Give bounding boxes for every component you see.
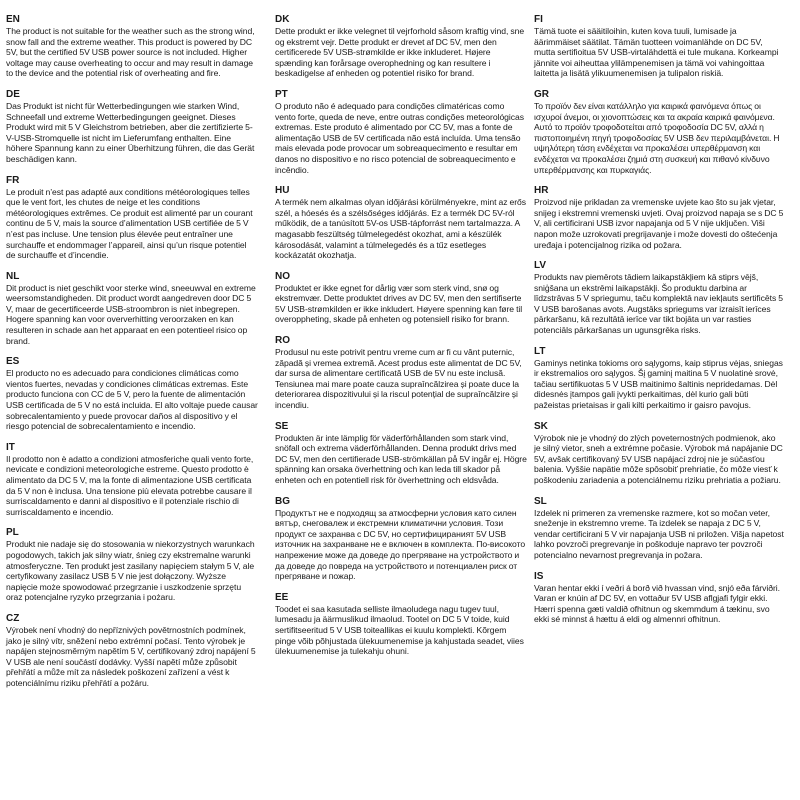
section-no <box>275 271 527 325</box>
language-code: SE <box>275 420 289 432</box>
warning-text: The product is not suitable for the weather such as the strong wind, snow fall and the extreme weather. This product is powered by DC 5V, but the certified 5V USB power source is not included. Higher voltage may cause overheating to occur and may result in damage to the device and the potential risk of overheating and fire. <box>6 26 255 79</box>
language-code: FI <box>534 14 543 25</box>
section-ro <box>275 335 527 411</box>
warning-text: El producto no es adecuado para condiciones climáticas como vientos fuertes, nevadas y condiciones climáticas extremas. Este producto funciona con CC de 5 V, pero la fuente de alimentación USB certificada de 5 V no está incluida. El alto voltaje puede causar sobrecalentamiento y puede provocar daños al dispositivo y el riesgo potencial de sobrecalentamiento e incendio. <box>6 368 258 432</box>
section-hr <box>534 185 784 250</box>
section-lv <box>534 260 784 336</box>
section-nl <box>6 271 258 347</box>
warning-text: Das Produkt ist nicht für Wetterbedingungen wie starken Wind, Schneefall und extreme Wetterbedingungen geeignet. Dieses Produkt wird mit 5 V Gleichstrom betrieben, aber die zertifizierte 5-V-USB-Stromquelle ist nicht im Lieferumfang enthalten. Eine höhere Spannung kann zu einer Überhitzung führen, die das Gerät beschädigen kann. <box>6 100 255 164</box>
language-code: SK <box>534 420 548 432</box>
warning-text: Dette produkt er ikke velegnet til vejrforhold såsom kraftig vind, sne og ekstremt vejr. Dette produkt er drevet af DC 5V, men den certificerede 5V USB-strømkilde er ikke inkluderet. Højere spænding kan forårsage overophedning og kan resultere i beskadigelse af enheden og potentiel risiko for brand. <box>275 26 525 79</box>
warning-text: Výrobek není vhodný do nepříznivých povětrnostních podmínek, jako je silný vítr, sněžení nebo extrémní počasí. Tento výrobek je napájen stejnosměrným napětím 5 V, certifikovaný zdroj napájení 5 V USB ale není součástí dodávky. Vyšší napětí může způsobit přehřátí a může mít za následek poškození zařízení a vést k potenciálnímu riziku přehřátí a požáru. <box>6 624 256 688</box>
section-it <box>6 442 258 518</box>
column-left <box>6 14 258 699</box>
section-ee <box>275 592 527 657</box>
warning-text: Продуктът не е подходящ за атмосферни условия като силен вятър, снеговалеж и екстремни климатични условия. Този продукт се захранва с DC 5V, но сертифицираният 5V USB източник на захранване не е включен в комплекта. По-високото напрежение може да доведе до прегряване на устройството и да доведе до повреда на устройството и потенциален риск от прегряване и пожар. <box>275 507 526 582</box>
warning-text: Le produit n’est pas adapté aux conditions météorologiques telles que le vent fort, les chutes de neige et les conditions météorologiques extrêmes. Ce produit est alimenté par un courant continu de 5 V, mais la source d’alimentation USB certifiée de 5 V n’est pas incluse. Une tension plus élevée peut entraîner une surchauffe et endommager l’appareil, ainsi qu’un risque potentiel de surchauffe et d’incendie. <box>6 186 253 261</box>
section-de <box>6 89 258 165</box>
section-bg <box>275 496 527 582</box>
warning-text: Toodet ei saa kasutada selliste ilmaoludega nagu tugev tuul, lumesadu ja äärmuslikud ilmaolud. Tootel on DC 5 V toide, kuid sertifitseeritud 5 V USB toiteallikas ei kuulu komplekti. Kõrgem pinge võib põhjustada ülekuumenemise ja kahjustada seadet, viies ülekuumenemise ja tulekahju ohuni. <box>275 603 524 657</box>
language-code: IS <box>534 570 544 582</box>
warning-text: Proizvod nije prikladan za vremenske uvjete kao što su jak vjetar, snijeg i ekstremni vremenski uvjeti. Ovaj proizvod napaja se s DC 5 V, ali certificirani USB izvor napajanja od 5 V nije uključen. Viši napon može uzrokovati pregrijavanje i može dovesti do oštećenja uređaja i potencijalnog rizika od požara. <box>534 197 784 250</box>
language-code: GR <box>534 88 549 100</box>
section-lt <box>534 346 784 411</box>
warning-text: Gaminys netinka tokioms oro sąlygoms, kaip stiprus vėjas, sniegas ir ekstremalios oro sąlygos. Šį gaminį maitina 5 V nuolatinė srovė, tačiau sertifikuotas 5 V USB maitinimo šaltinis nepridedamas. Dėl didesnės įtampos gali įvykti perkaitimas, dėl kurio gali būti pažeistas prietaisas ir gali kilti perkaitimo ir gaisro pavojus. <box>534 357 783 411</box>
language-code: HR <box>534 185 549 197</box>
section-dk <box>275 14 527 79</box>
warning-text: Varan hentar ekki í veðri á borð við hvassan vind, snjó eða fárviðri. Varan er knúin af DC 5V, en vottaður 5V USB aflgjafi fylgir ekki. Hærri spenna gæti valdið ofhitnun og skemmdum á tækinu, svo ekki sé minnst á hættu á eldi og almennri ofhitnun. <box>534 582 780 625</box>
language-code: DK <box>275 14 290 25</box>
section-fi <box>534 14 784 79</box>
language-code: HU <box>275 185 290 197</box>
warning-text: Dit product is niet geschikt voor sterke wind, sneeuwval en extreme weersomstandigheden. Dit product wordt aangedreven door DC 5 V, maar de gecertificeerde USB-stroombron is niet inbegrepen. Hogere spanning kan voor oververhitting veroorzaken en kan resulteren in schade aan het apparaat en een potentieel risico op brand. <box>6 282 256 346</box>
warning-text: Produktet er ikke egnet for dårlig vær som sterk vind, snø og ekstremvær. Dette produktet drives av DC 5V, men den sertifiserte 5V USB-strømkilden er ikke inkludert. Høyere spenning kan føre til overoppheting, skade på enheten og potensiell risiko for brann. <box>275 282 523 325</box>
section-pl <box>6 527 258 603</box>
language-code: CZ <box>6 612 20 624</box>
section-cz <box>6 613 258 689</box>
language-code: FR <box>6 174 20 186</box>
language-code: PT <box>275 88 288 100</box>
warning-text: Το προϊόν δεν είναι κατάλληλο για καιρικά φαινόμενα όπως οι ισχυροί άνεμοι, οι χιονοπτώσεις και τα ακραία καιρικά φαινόμενα. Αυτό το προϊόν τροφοδοτείται από τροφοδοσία DC 5V, αλλά η πιστοποιημένη πηγή τροφοδοσίας 5V USB δεν περιλαμβάνεται. Η υψηλότερη τάση ενδέχεται να προκαλέσει υπερθέρμανση και ενδέχεται να προκαλέσει ζημιά στη συσκευή και πιθανό κίνδυνο υπερθέρμανσης και πυρκαγιάς. <box>534 100 780 175</box>
section-sl <box>534 496 784 561</box>
warning-text: Il prodotto non è adatto a condizioni atmosferiche quali vento forte, nevicate e condizioni meteorologiche estreme. Questo prodotto è alimentato da DC 5 V, ma la fonte di alimentazione USB certificata da 5 V non è inclusa. Una tensione più elevata potrebbe causare il surriscaldamento e danni al dispositivo e il potenziale rischio di surriscaldamento e incendio. <box>6 453 254 517</box>
section-se <box>275 421 527 486</box>
language-code: SL <box>534 495 547 507</box>
language-code: IT <box>6 441 15 453</box>
section-gr <box>534 89 784 175</box>
language-code: LV <box>534 260 547 272</box>
warning-text: Produkten är inte lämplig för väderförhållanden som stark vind, snöfall och extrema väderförhållanden. Denna produkt drivs med DC 5V, men den certifierade USB-strömkällan på 5V ingår ej. Högre spänning kan orsaka överhettning och kan leda till skador på enheten och en potentiell risk för överhettning och eldsvåda. <box>275 432 527 485</box>
warning-text: O produto não é adequado para condições climatéricas como vento forte, queda de neve, entre outras condições meteorológicas extremas. Este produto é alimentado por CC 5V, mas a fonte de alimentação USB de 5V certificada não está incluída. Uma tensão mais elevada pode provocar um sobreaquecimento e resultar em danos no dispositivo e no risco potencial de sobreaquecimento e incêndio. <box>275 100 524 175</box>
warning-text: Produkts nav piemērots tādiem laikapstākļiem kā stiprs vējš, sniģšana un ekstrēmi laikapstākļi. Šo produktu darbina ar līdzstrāvas 5 V spriegumu, taču komplektā nav iekļauts sertificēts 5 V USB barošanas avots. Augstāks spriegums var izraisīt ierīces pārkaršanu, kā rezultātā ierīce var tikt bojāta un var rasties potenciāls pārkaršanas un ugunsgrēka risks. <box>534 272 783 336</box>
language-code: RO <box>275 335 290 347</box>
warning-text: A termék nem alkalmas olyan időjárási körülményekre, mint az erős szél, a hóesés és a szélsőséges időjárás. Ez a termék DC 5V-ról működik, de a tanúsított 5V-os USB-tápforrást nem tartalmazza. A magasabb feszültség túlmelegedést okozhat, ami a készülék károsodását, valamint a túlmelegedés és a tűz esetleges kockázatát okozhatja. <box>275 197 527 261</box>
warning-text: Produkt nie nadaje się do stosowania w niekorzystnych warunkach pogodowych, takich jak silny wiatr, śnieg czy ekstremalne warunki atmosferyczne. Ten produkt jest zasilany napięciem stałym 5 V, ale certyfikowany zasilacz USB 5 V nie jest dołączony. Wyższe napięcie może spowodować przegrzanie i uszkodzenie sprzętu oraz potencjalne ryzyko przegrzania i pożaru. <box>6 539 255 603</box>
language-code: BG <box>275 495 290 507</box>
section-fr <box>6 175 258 261</box>
column-right <box>534 14 784 635</box>
warning-text: Produsul nu este potrivit pentru vreme cum ar fi cu vânt puternic, zăpadă și vremea extremă. Acest produs este alimentat de DC 5V, dar sursa de alimentare certificată USB de 5V nu este inclusă. Tensiunea mai mare poate cauza supraîncălzirea și poate duce la deteriorarea dispozitivului și la riscul potențial de supraîncălzire și incendiu. <box>275 347 522 411</box>
language-code: LT <box>534 345 546 357</box>
language-code: NO <box>275 270 290 282</box>
language-code: EN <box>6 14 20 25</box>
language-code: ES <box>6 356 20 368</box>
language-code: DE <box>6 88 20 100</box>
language-code: NL <box>6 270 20 282</box>
language-code: EE <box>275 591 289 603</box>
section-es <box>6 356 258 432</box>
section-hu <box>275 185 527 261</box>
language-code: PL <box>6 527 19 539</box>
section-is <box>534 571 784 625</box>
warning-text: Izdelek ni primeren za vremenske razmere, kot so močan veter, sneženje in ekstremno vreme. Ta izdelek se napaja z DC 5 V, vendar certificirani 5 V vir napajanja USB ni priložen. Višja napetost lahko povzroči pregrevanje in poškoduje napravo ter povzroči potencialno nevarnost pregrevanja in požara. <box>534 507 784 560</box>
warning-text: Tämä tuote ei sääitiloihin, kuten kova tuuli, lumisade ja äärimmäiset säätilat. Tämän tuotteen voimanlähde on DC 5V, mutta sertifioitua 5V USB-virtalähdettä ei tule mukana. Korkeampi jännite voi aiheuttaa ylilämpenemisen ja tämä voi vahingoittaa laitetta ja lisätä ylikuumenemisen ja tulipalon riskiä. <box>534 26 779 79</box>
column-middle <box>275 14 527 667</box>
section-en <box>6 14 258 79</box>
warning-text: Výrobok nie je vhodný do zlých poveternostných podmienok, ako je silný vietor, sneh a extrémne počasie. Výrobok má napájanie DC 5V, avšak certifikovaný 5V USB napájací zdroj nie je súčasťou balenia. Vyššie napätie môže spôsobiť prehriatie, čo môže viesť k poškodeniu zariadenia a potenciálnemu riziku prehriatia a požiaru. <box>534 432 783 485</box>
section-pt <box>275 89 527 175</box>
section-sk <box>534 421 784 486</box>
